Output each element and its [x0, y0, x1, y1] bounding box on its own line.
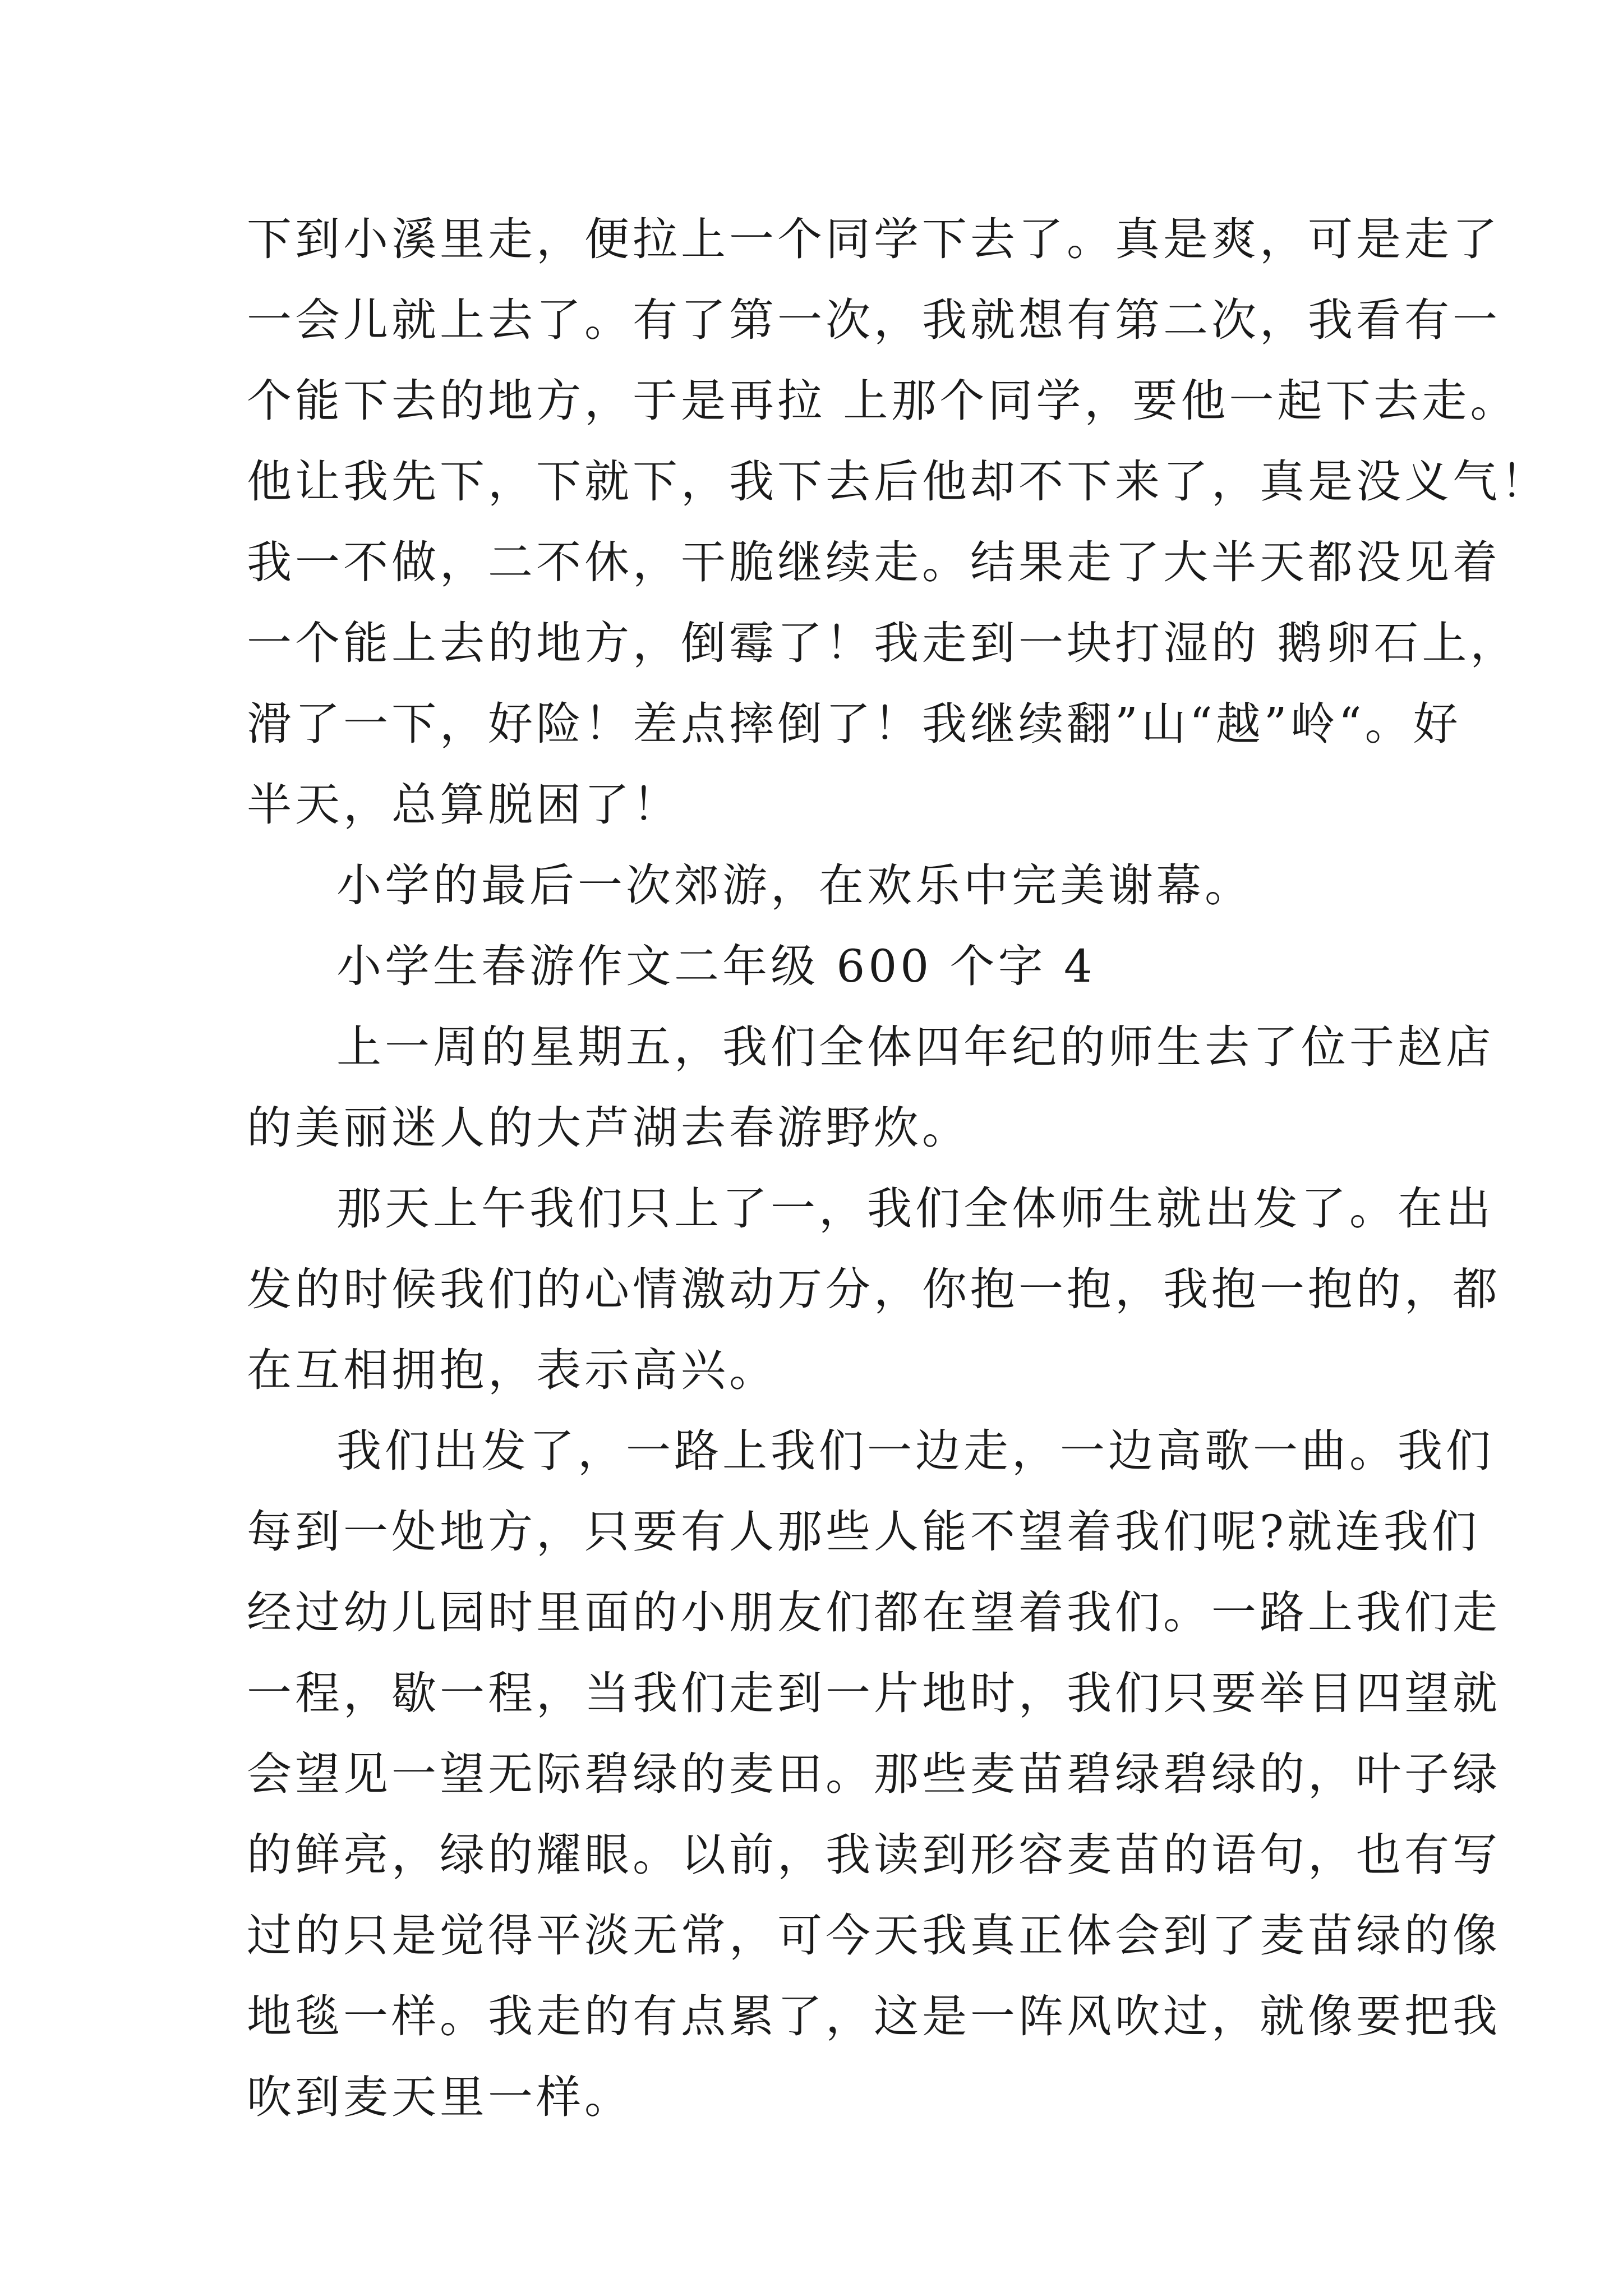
text-line: 一程，歇一程，当我们走到一片地时，我们只要举目四望就	[247, 1667, 1501, 1719]
text-line: 过的只是觉得平淡无常，可今天我真正体会到了麦苗绿的像	[247, 1910, 1501, 1962]
text-line: 滑了一下，好险！差点摔倒了！我继续翻”山“越”岭“。好	[247, 698, 1461, 750]
text-line: 下到小溪里走，便拉上一个同学下去了。真是爽，可是走了	[247, 213, 1501, 265]
text-line: 我们出发了，一路上我们一边走，一边高歌一曲。我们	[336, 1425, 1494, 1477]
text-line: 一会儿就上去了。有了第一次，我就想有第二次，我看有一	[247, 294, 1501, 346]
text-line: 经过幼儿园时里面的小朋友们都在望着我们。一路上我们走	[247, 1586, 1501, 1639]
text-line: 他让我先下，下就下，我下去后他却不下来了，真是没义气！	[247, 455, 1549, 508]
document-body	[247, 199, 1549, 2138]
text-line: 每到一处地方，只要有人那些人能不望着我们呢?就连我们	[247, 1506, 1480, 1558]
text-line: 会望见一望无际碧绿的麦田。那些麦苗碧绿碧绿的，叶子绿	[247, 1748, 1501, 1800]
text-line: 发的时候我们的心情激动万分，你抱一抱，我抱一抱的，都	[247, 1263, 1501, 1315]
text-line: 上一周的星期五，我们全体四年纪的师生去了位于赵店	[336, 1021, 1494, 1073]
text-line: 地毯一样。我走的有点累了，这是一阵风吹过，就像要把我	[247, 1990, 1501, 2042]
text-line: 个能下去的地方，于是再拉 上那个同学，要他一起下去走。	[247, 375, 1519, 427]
text-line: 吹到麦天里一样。	[247, 2071, 633, 2123]
text-line: 的鲜亮，绿的耀眼。以前，我读到形容麦苗的语句，也有写	[247, 1829, 1501, 1881]
text-line: 小学生春游作文二年级 600 个字 4	[336, 940, 1096, 992]
text-line: 那天上午我们只上了一，我们全体师生就出发了。在出	[336, 1182, 1494, 1235]
text-line: 半天，总算脱困了！	[247, 779, 681, 831]
text-line: 我一不做，二不休，干脆继续走。结果走了大半天都没见着	[247, 536, 1501, 588]
text-line: 在互相拥抱，表示高兴。	[247, 1344, 777, 1396]
text-line: 一个能上去的地方，倒霉了！我走到一块打湿的 鹅卵石上，	[247, 617, 1519, 669]
text-line: 小学的最后一次郊游，在欢乐中完美谢幕。	[336, 859, 1253, 912]
text-line: 的美丽迷人的大芦湖去春游野炊。	[247, 1102, 970, 1154]
